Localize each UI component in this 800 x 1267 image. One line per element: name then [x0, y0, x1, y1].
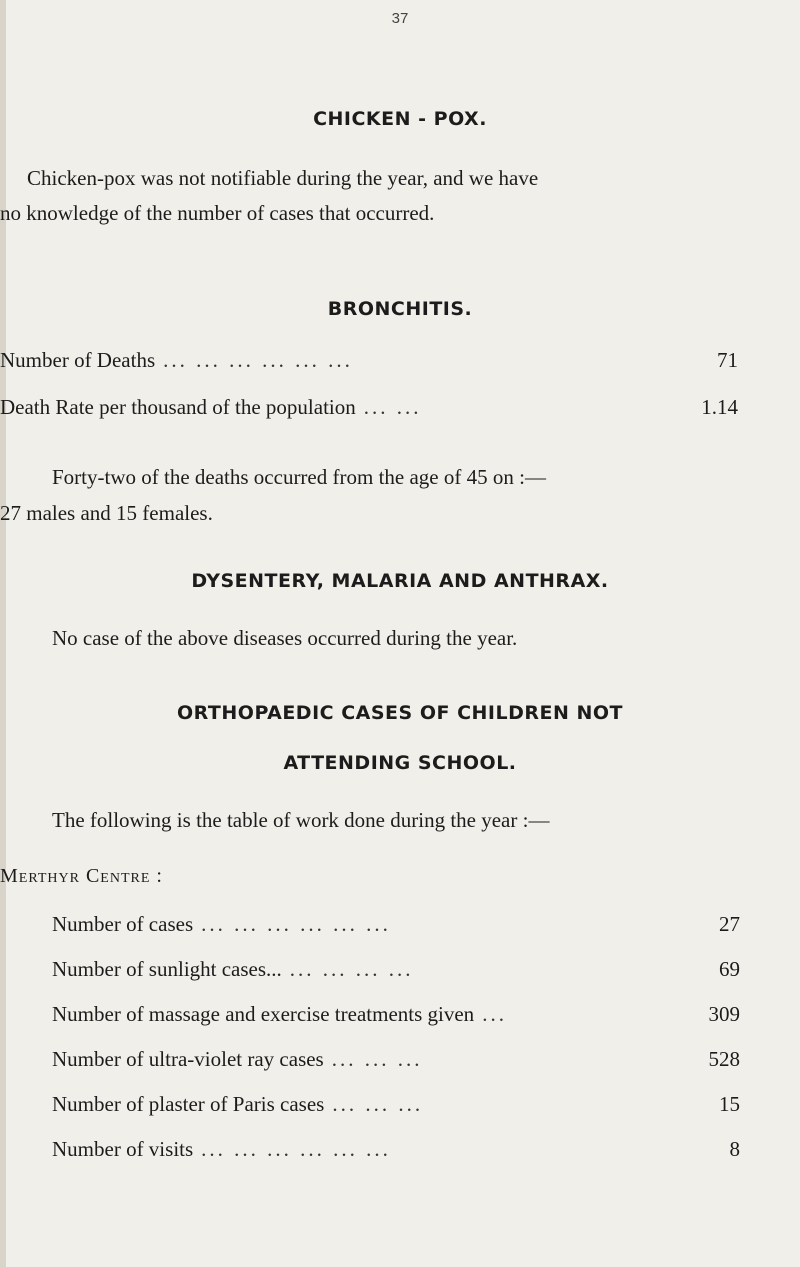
row-label: Number of cases — [52, 912, 194, 936]
ortho-row-sunlight — [52, 957, 740, 982]
row-label: Number of visits — [52, 1137, 194, 1161]
row-value: 309 — [708, 1002, 740, 1026]
row-value: 27 — [719, 912, 740, 936]
row-leader-dots: ... ... ... ... ... ... — [201, 1137, 391, 1161]
heading-orthopaedic-line2: ATTENDING SCHOOL. — [283, 752, 517, 774]
row-value: 15 — [719, 1092, 740, 1116]
bronchitis-row-death-rate — [0, 395, 738, 420]
row-leader-dots: ... ... ... ... ... ... — [163, 348, 353, 372]
row-leader-dots: ... ... ... ... — [289, 957, 414, 981]
row-value: 8 — [729, 1137, 740, 1161]
dysentery-text: No case of the above diseases occurred during the year. — [52, 626, 518, 650]
bronchitis-text-line1: Forty-two of the deaths occurred from the age of 45 on :— — [52, 465, 546, 489]
row-label: Number of sunlight cases... — [52, 957, 282, 981]
row-label: Number of ultra-violet ray cases — [52, 1047, 324, 1071]
heading-dysentery: DYSENTERY, MALARIA AND ANTHRAX. — [191, 570, 609, 592]
row-label: Number of Deaths — [0, 348, 156, 372]
orthopaedic-intro: The following is the table of work done during the year :— — [52, 808, 550, 832]
row-leader-dots: ... ... ... — [331, 1047, 423, 1071]
row-value: 71 — [717, 348, 738, 372]
ortho-row-plaster — [52, 1092, 740, 1117]
bronchitis-row-deaths — [0, 348, 738, 373]
page-number: 37 — [391, 10, 409, 27]
row-leader-dots: ... ... ... — [332, 1092, 424, 1116]
chicken-pox-text-line1: Chicken-pox was not notifiable during the year, and we have — [27, 166, 539, 190]
chicken-pox-text-line2: no knowledge of the number of cases that occurred. — [0, 201, 435, 225]
row-label: Number of plaster of Paris cases — [52, 1092, 325, 1116]
ortho-row-massage — [52, 1002, 740, 1027]
row-leader-dots: ... ... — [363, 395, 422, 419]
merthyr-centre-label: Merthyr Centre : — [0, 865, 163, 887]
row-label: Death Rate per thousand of the population — [0, 395, 356, 419]
ortho-row-cases — [52, 912, 740, 937]
row-value: 528 — [708, 1047, 740, 1071]
heading-chicken-pox: CHICKEN - POX. — [313, 108, 487, 130]
ortho-row-ultra-violet — [52, 1047, 740, 1072]
row-leader-dots: ... ... ... ... ... ... — [201, 912, 391, 936]
row-value: 69 — [719, 957, 740, 981]
row-label: Number of massage and exercise treatments given — [52, 1002, 475, 1026]
row-value: 1.14 — [701, 395, 738, 419]
heading-orthopaedic-line1: ORTHOPAEDIC CASES OF CHILDREN NOT — [177, 702, 623, 724]
page-edge-shadow — [0, 0, 6, 1267]
row-leader-dots: ... — [482, 1002, 507, 1026]
heading-bronchitis: BRONCHITIS. — [327, 298, 473, 320]
bronchitis-text-line2: 27 males and 15 females. — [0, 501, 213, 525]
ortho-row-visits — [52, 1137, 740, 1162]
